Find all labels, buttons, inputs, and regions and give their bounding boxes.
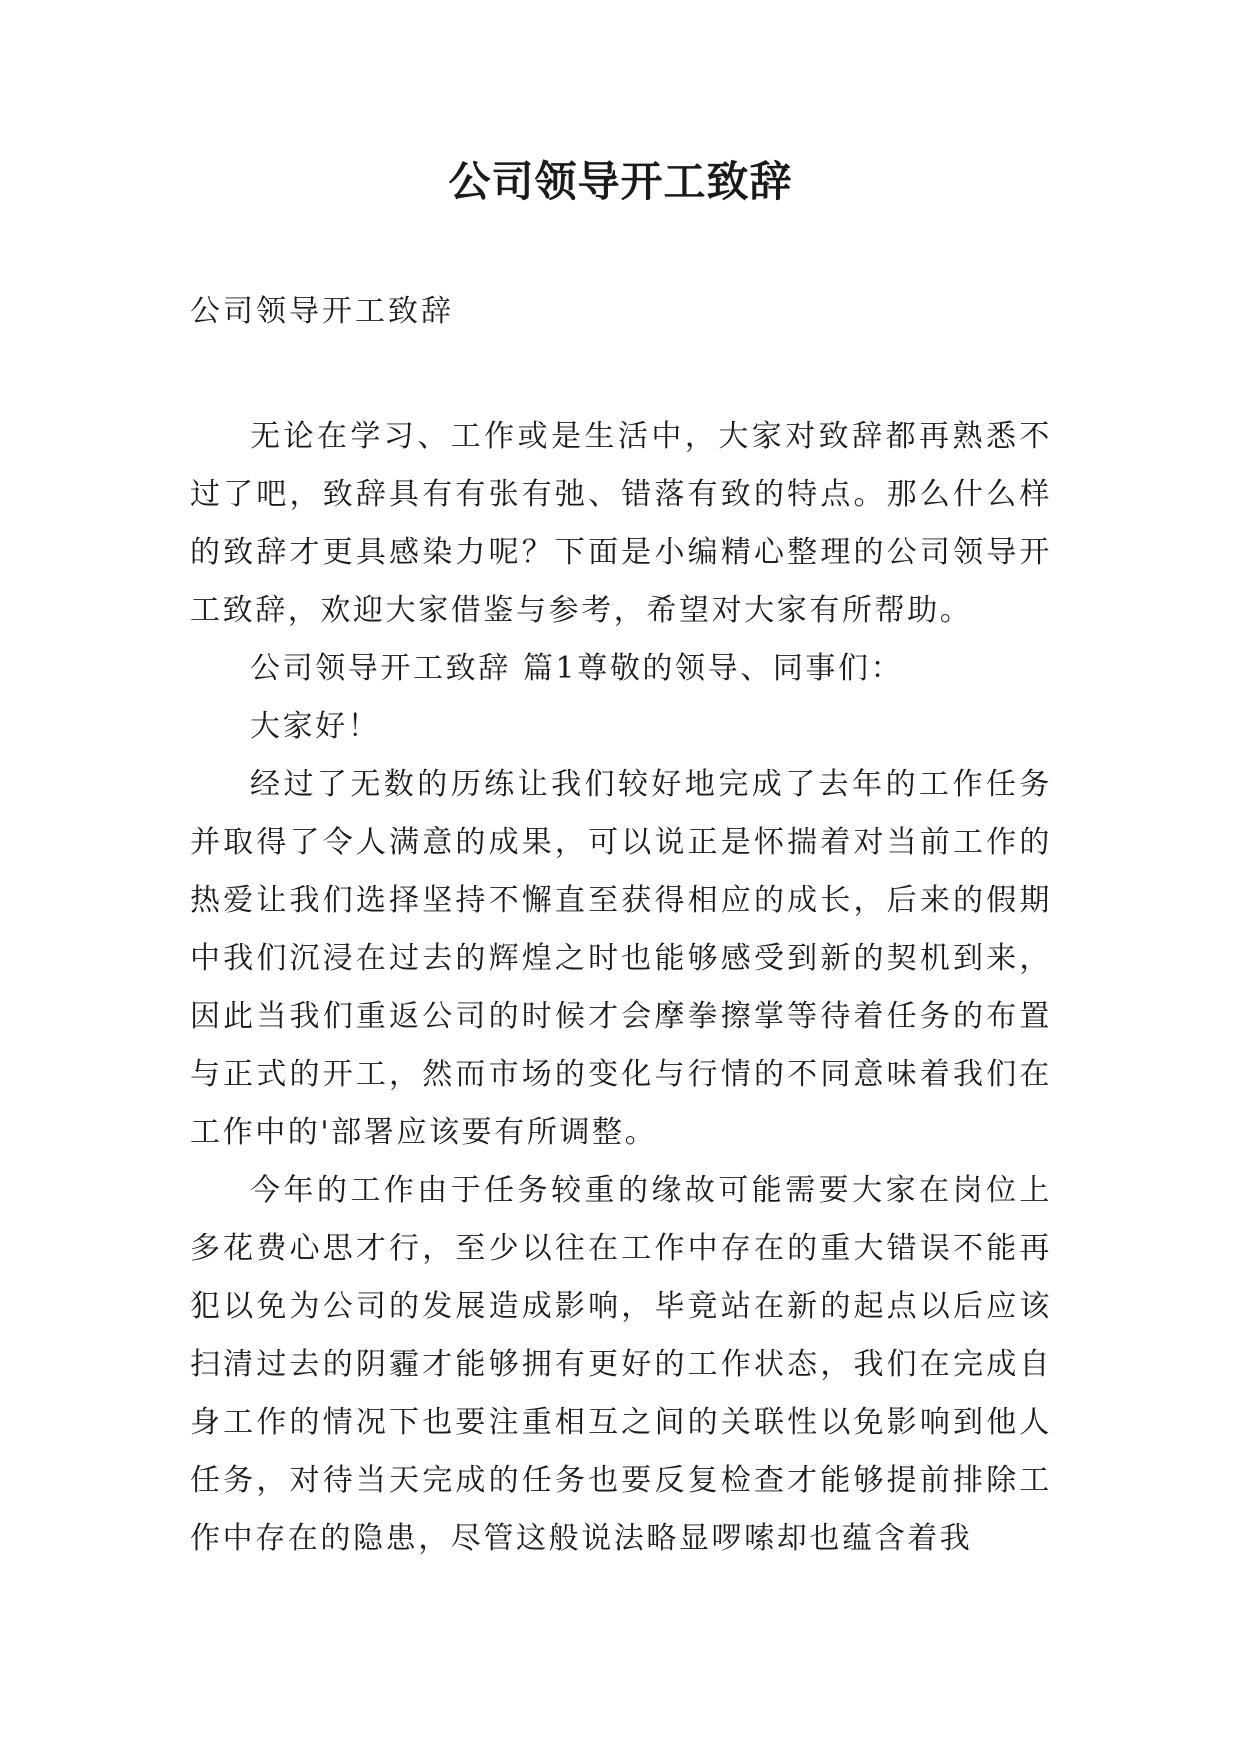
paragraph-body-2: 今年的工作由于任务较重的缘故可能需要大家在岗位上多花费心思才行，至少以往在工作中存在的重大错误不能再犯以免为公司的发展造成影响，毕竟站在新的起点以后应该扫清过去的阴霾才能够拥有更好的工作状态，我们在完成自身工作的情况下也要注重相互之间的关联性以免影响到他人任务，对待当天完成的任务也要反复检查才能够提前排除工作中存在的隐患，尽管这般说法略显啰嗦却也蕴含着我 <box>190 1173 1052 1556</box>
document-body <box>190 408 1052 1568</box>
paragraph-section-heading: 公司领导开工致辞 篇1尊敬的领导、同事们： <box>250 651 904 686</box>
document-title: 公司领导开工致辞 <box>448 157 793 206</box>
paragraph-intro: 无论在学习、工作或是生活中，大家对致辞都再熟悉不过了吧，致辞具有有张有弛、错落有致的特点。那么什么样的致辞才更具感染力呢？下面是小编精心整理的公司领导开工致辞，欢迎大家借鉴与参考，希望对大家有所帮助。 <box>190 419 1052 628</box>
paragraph-greeting: 大家好！ <box>250 709 381 744</box>
document-subtitle: 公司领导开工致辞 <box>190 294 454 329</box>
paragraph-body-1: 经过了无数的历练让我们较好地完成了去年的工作任务并取得了令人满意的成果，可以说正是怀揣着对当前工作的热爱让我们选择坚持不懈直至获得相应的成长，后来的假期中我们沉浸在过去的辉煌之时也能够感受到新的契机到来，因此当我们重返公司的时候才会摩拳擦掌等待着任务的布置与正式的开工，然而市场的变化与行情的不同意味着我们在工作中的'部署应该要有所调整。 <box>190 767 1052 1150</box>
